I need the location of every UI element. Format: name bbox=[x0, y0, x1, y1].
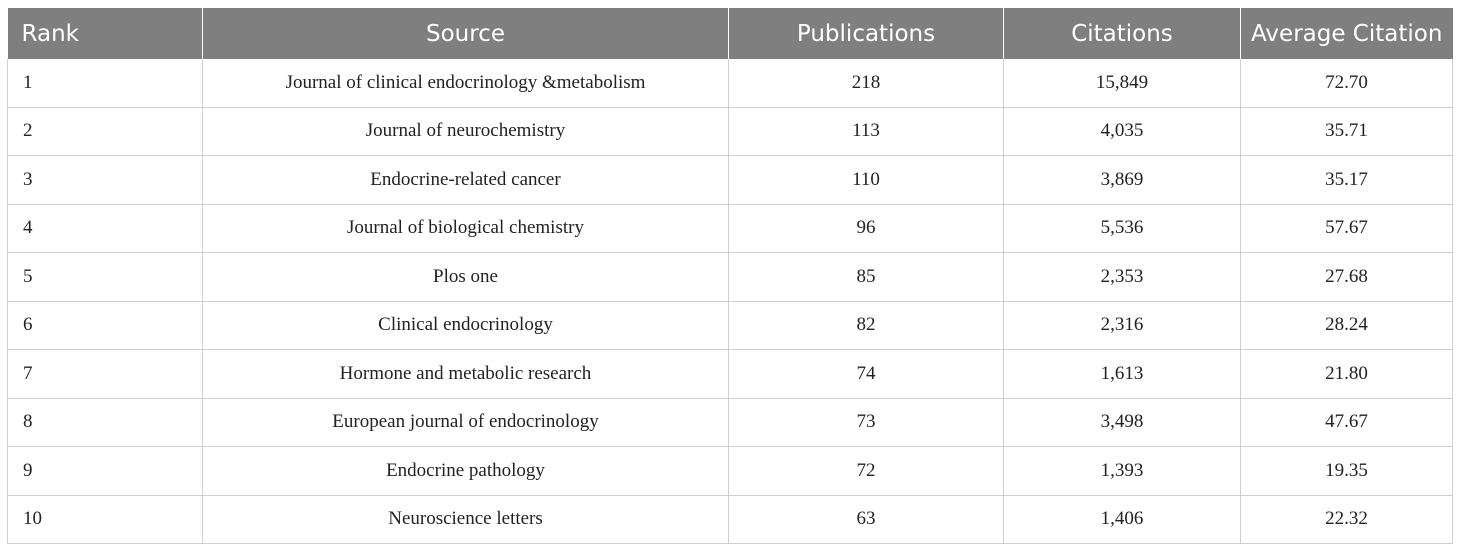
cell-rank: 2 bbox=[8, 107, 203, 156]
cell-citations: 5,536 bbox=[1004, 204, 1241, 253]
cell-citations: 1,406 bbox=[1004, 495, 1241, 544]
cell-source: Journal of neurochemistry bbox=[203, 107, 729, 156]
cell-source: Journal of biological chemistry bbox=[203, 204, 729, 253]
cell-average-citation: 35.71 bbox=[1241, 107, 1453, 156]
header-row bbox=[8, 8, 1453, 59]
cell-publications: 113 bbox=[729, 107, 1004, 156]
cell-citations: 2,353 bbox=[1004, 253, 1241, 302]
table-row bbox=[8, 59, 1453, 107]
table-row bbox=[8, 350, 1453, 399]
column-header-source: Source bbox=[203, 8, 729, 59]
table-row bbox=[8, 398, 1453, 447]
cell-source: Endocrine pathology bbox=[203, 447, 729, 496]
column-header-citations: Citations bbox=[1004, 8, 1241, 59]
cell-average-citation: 28.24 bbox=[1241, 301, 1453, 350]
cell-citations: 15,849 bbox=[1004, 59, 1241, 107]
cell-rank: 8 bbox=[8, 398, 203, 447]
table-row bbox=[8, 301, 1453, 350]
column-header-publications: Publications bbox=[729, 8, 1004, 59]
cell-source: Journal of clinical endocrinology &metabolism bbox=[203, 59, 729, 107]
cell-average-citation: 47.67 bbox=[1241, 398, 1453, 447]
cell-average-citation: 27.68 bbox=[1241, 253, 1453, 302]
cell-citations: 2,316 bbox=[1004, 301, 1241, 350]
cell-citations: 3,498 bbox=[1004, 398, 1241, 447]
cell-publications: 74 bbox=[729, 350, 1004, 399]
cell-citations: 3,869 bbox=[1004, 156, 1241, 205]
cell-publications: 96 bbox=[729, 204, 1004, 253]
journal-ranking-table bbox=[7, 8, 1453, 544]
cell-source: Plos one bbox=[203, 253, 729, 302]
cell-rank: 3 bbox=[8, 156, 203, 205]
cell-rank: 4 bbox=[8, 204, 203, 253]
table-row bbox=[8, 253, 1453, 302]
column-header-average-citation: Average Citation bbox=[1241, 8, 1453, 59]
cell-source: Endocrine-related cancer bbox=[203, 156, 729, 205]
cell-publications: 82 bbox=[729, 301, 1004, 350]
cell-publications: 73 bbox=[729, 398, 1004, 447]
cell-source: Hormone and metabolic research bbox=[203, 350, 729, 399]
cell-citations: 4,035 bbox=[1004, 107, 1241, 156]
cell-rank: 10 bbox=[8, 495, 203, 544]
table-body bbox=[8, 59, 1453, 544]
cell-average-citation: 57.67 bbox=[1241, 204, 1453, 253]
cell-average-citation: 72.70 bbox=[1241, 59, 1453, 107]
cell-publications: 63 bbox=[729, 495, 1004, 544]
cell-rank: 9 bbox=[8, 447, 203, 496]
cell-average-citation: 35.17 bbox=[1241, 156, 1453, 205]
cell-average-citation: 22.32 bbox=[1241, 495, 1453, 544]
table-container bbox=[7, 8, 1452, 544]
cell-rank: 7 bbox=[8, 350, 203, 399]
cell-publications: 110 bbox=[729, 156, 1004, 205]
cell-source: Clinical endocrinology bbox=[203, 301, 729, 350]
cell-average-citation: 21.80 bbox=[1241, 350, 1453, 399]
cell-source: European journal of endocrinology bbox=[203, 398, 729, 447]
column-header-rank: Rank bbox=[8, 8, 203, 59]
table-row bbox=[8, 447, 1453, 496]
cell-citations: 1,613 bbox=[1004, 350, 1241, 399]
cell-publications: 85 bbox=[729, 253, 1004, 302]
table-row bbox=[8, 156, 1453, 205]
cell-average-citation: 19.35 bbox=[1241, 447, 1453, 496]
cell-rank: 6 bbox=[8, 301, 203, 350]
cell-publications: 72 bbox=[729, 447, 1004, 496]
cell-source: Neuroscience letters bbox=[203, 495, 729, 544]
table-row bbox=[8, 204, 1453, 253]
cell-citations: 1,393 bbox=[1004, 447, 1241, 496]
cell-publications: 218 bbox=[729, 59, 1004, 107]
cell-rank: 5 bbox=[8, 253, 203, 302]
table-row bbox=[8, 107, 1453, 156]
cell-rank: 1 bbox=[8, 59, 203, 107]
table-row bbox=[8, 495, 1453, 544]
